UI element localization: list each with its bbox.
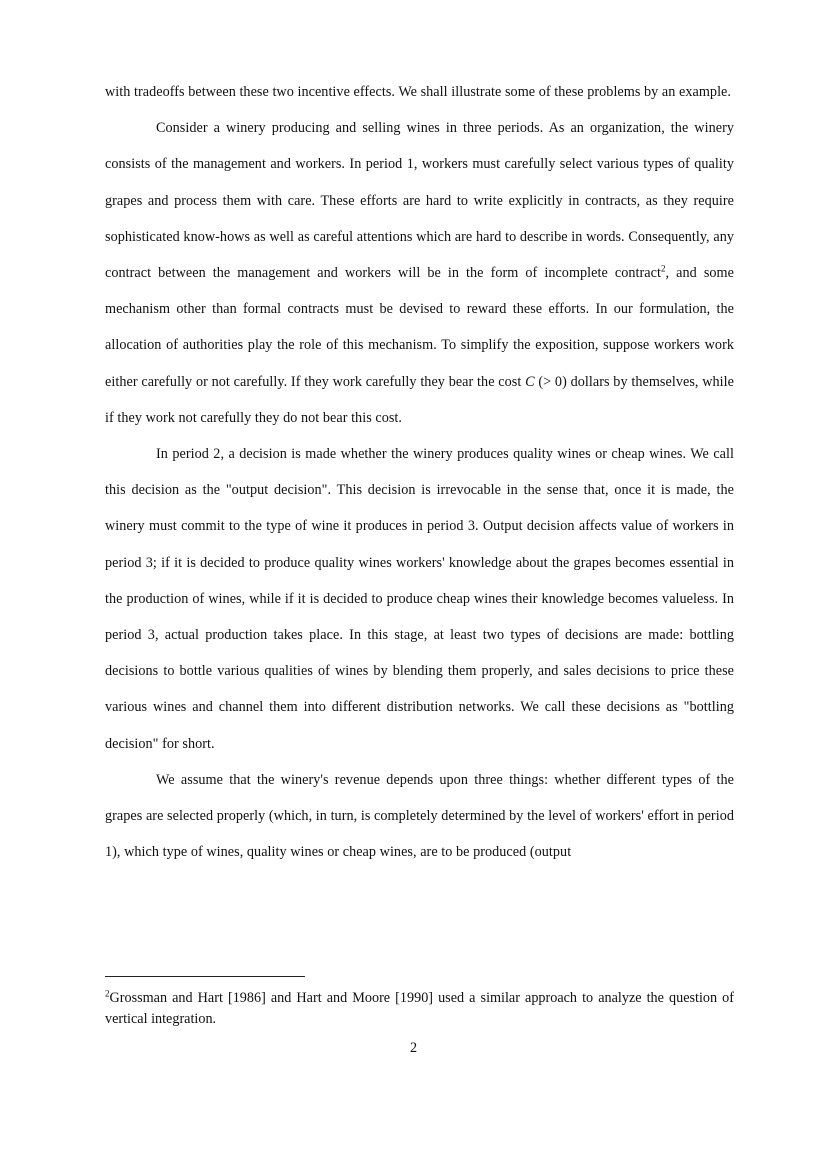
- footnote-text: Grossman and Hart [1986] and Hart and Moore [1990] used a similar approach to analyze the question of vertical integration.: [105, 990, 734, 1027]
- footnote-reference[interactable]: 2: [660, 263, 666, 274]
- paragraph-1: with tradeoffs between these two incentive effects. We shall illustrate some of these problems by an example.: [105, 84, 732, 100]
- body-text: [105, 74, 734, 870]
- footnote-divider: [105, 976, 305, 977]
- footnote: [105, 988, 734, 1030]
- paragraph-2: [105, 110, 734, 436]
- paragraph-4: We assume that the winery's revenue depends upon three things: whether different types of the grapes are selected properly (which, in turn, is completely determined by the level of workers' effort in period 1), which type of wines, quality wines or cheap wines, are to be produced (output: [105, 771, 734, 861]
- footnote-mark: 2: [105, 988, 110, 999]
- variable-c: C: [525, 373, 535, 390]
- paragraph-3: In period 2, a decision is made whether the winery produces quality wines or cheap wines. We call this decision as the "output decision". This decision is irrevocable in the sense that, once it is made, the winery must commit to the type of wine it produces in period 3. Output decision affects value of workers in period 3; if it is decided to produce quality wines workers' knowledge about the grapes becomes essential in the production of wines, while if it is decided to produce cheap wines their knowledge becomes valueless. In period 3, actual production takes place. In this stage, at least two types of decisions are made: bottling decisions to bottle various qualities of wines by blending them properly, and sales decisions to price these various wines and channel them into different distribution networks. We call these decisions as "bottling decision" for short.: [105, 446, 734, 752]
- paragraph-2-text-b: , and some mechanism other than formal contracts must be devised to reward these efforts. In our formulation, the allocation of authorities play the role of this mechanism. To simplify the exposition, suppose workers work either carefully or not carefully. If they work carefully they bear the cost: [105, 265, 734, 390]
- paragraph-2-text-a: Consider a winery producing and selling wines in three periods. As an organization, the winery consists of the management and workers. In period 1, workers must carefully select various types of quality grapes and process them with care. These efforts are hard to write explicitly in contracts, as they require sophisticated know-hows as well as careful attentions which are hard to describe in words. Consequently, any contract between the management and workers will be in the form of incomplete contract: [105, 120, 734, 282]
- paragraph-2-text-c: (> 0) dollars by themselves, while if they work not carefully they do not bear this cost.: [105, 373, 735, 426]
- page-number: 2: [409, 1040, 418, 1056]
